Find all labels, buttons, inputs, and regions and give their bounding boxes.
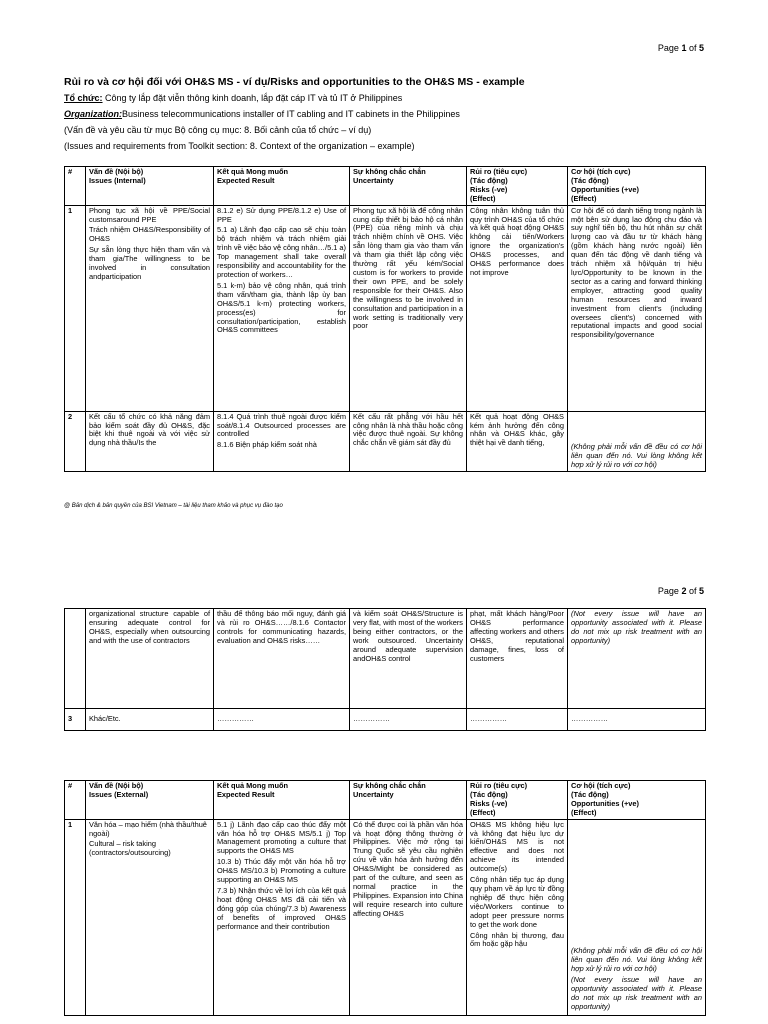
issue-cell: Khác/Etc.	[86, 709, 214, 731]
issue-cell: Văn hóa – mạo hiểm (nhà thầu/thuê ngoài) Cultural – risk taking (contractors/outsourcing)	[86, 819, 214, 1015]
col-result-header: Kết quả Mong muốn Expected Result	[214, 167, 350, 206]
col-result-header: Kết quả Mong muốn Expected Result	[214, 781, 350, 820]
col-number-header: #	[65, 167, 86, 206]
uncertainty-cell: Có thể được coi là phần văn hóa và hoạt động thông thường ở Philippines. Việc mở rộng tại Trung Quốc sẽ yêu cầu nghiên cứu về văn hóa ảnh hưởng đến OH&S/Might be considered as part of the culture, and seen as normal practice in the Philippines. Expansion into China will require research into culture affecting OH&S	[350, 819, 467, 1015]
col-issues-header: Vấn đề (Nội bộ) Issues (External)	[86, 781, 214, 820]
opportunity-cell: (Not every issue will have an opportunity associated with it. Please do not mix up risk treatment with an opportunity)	[568, 609, 706, 709]
row-number: 3	[65, 709, 86, 731]
row-number: 1	[65, 819, 86, 1015]
risk-cell: ……………	[467, 709, 568, 731]
table-row	[65, 609, 706, 709]
page-label: Page	[657, 43, 682, 53]
col-opportunities-header: Cơ hội (tích cực) (Tác động) Opportunities (+ve) (Effect)	[568, 167, 706, 206]
col-number-header: #	[65, 781, 86, 820]
col-uncertainty-header: Sự không chắc chắn Uncertainty	[350, 781, 467, 820]
note-en: (Issues and requirements from Toolkit section: 8. Context of the organization – example)	[64, 141, 415, 151]
page-total: 5	[698, 43, 704, 53]
page-current: 1	[681, 43, 687, 53]
issue-cell: organizational structure capable of ensuring adequate control for OH&S, especially when outsourcing and with the use of contractors	[86, 609, 214, 709]
table-row	[65, 205, 706, 411]
page-number	[658, 586, 704, 596]
row-number: 1	[65, 205, 86, 411]
document-header	[64, 76, 704, 156]
col-risks-header: Rủi ro (tiêu cực) (Tác động) Risks (-ve) (Effect)	[467, 167, 568, 206]
table-header-row	[65, 781, 706, 820]
page-number	[658, 43, 704, 53]
page-label: Page	[657, 586, 682, 596]
table-header-row	[65, 167, 706, 206]
external-issues-table	[64, 780, 706, 1016]
copyright-footer: @ Bản dịch & bản quyền của BSI Vietnam – tài liệu tham khảo và phục vụ đào tạo	[64, 503, 283, 509]
result-cell: 8.1.4 Quá trình thuê ngoài được kiểm soát/8.1.4 Outsourced processes are controlled 8.1.6 Biện pháp kiểm soát nhà	[214, 411, 350, 471]
risk-cell: OH&S MS không hiệu lực và không đạt hiệu lực dự kiến/OH&S MS is not effective and does not achieve its intended outcome(s) Công nhân tiếp tục áp dụng quy phạm về áp lực từ đồng nghiệp để thực hiện công việc/Workers continue to adopt peer pressure norms to get the work done Công nhân bị thương, đau ốm hoặc gặp hậu	[467, 819, 568, 1015]
table-row	[65, 411, 706, 471]
col-issues-header: Vấn đề (Nội bộ) Issues (Internal)	[86, 167, 214, 206]
uncertainty-cell: Phong tục xã hội là để công nhân cung cấp thiết bị bảo hộ cá nhân (PPE) của riêng mình và chịu trách nhiệm chính về OHS. Việc sẵn lòng tham gia vào tham vấn và tham gia thiết lập công việc thường rất yếu kém/Social custom is for workers to provide their own PPE, and be solely responsible for their OH&S. Also the willingness to be involved in consultation and participation in a work setting is traditionally very poor	[350, 205, 467, 411]
result-cell: 5.1 j) Lãnh đạo cấp cao thúc đẩy một văn hóa hỗ trợ OH&S MS/5.1 j) Top Management promoting a culture that supports the OH&S MS 10.3 b) Thúc đẩy một văn hóa hỗ trợ OH&S MS/10.3 b) Promoting a culture supporting an OH&S MS 7.3 b) Nhận thức về lợi ích của kết quả hoạt động OH&S MS đã cải tiến và đóng góp của chúng/7.3 b) Awareness of benefits of improved OH&S performance and their contribution	[214, 819, 350, 1015]
uncertainty-cell: Kết cấu rất phẳng với hầu hết công nhân là nhà thầu hoặc công việc được thuê ngoài. Sự không chắc chắn về giám sát đầy đủ	[350, 411, 467, 471]
risk-cell: Kết quả hoạt động OH&S kém ảnh hưởng đến công nhân và OH&S khác, gây thiệt hại về danh tiếng,	[467, 411, 568, 471]
row-number: 2	[65, 411, 86, 471]
col-opportunities-header: Cơ hội (tích cực) (Tác động) Opportunities (+ve) (Effect)	[568, 781, 706, 820]
page-of-label: of	[686, 586, 699, 596]
note-vi: (Vấn đề và yêu cầu từ mục Bộ công cụ mục: 8. Bối cảnh của tổ chức – ví dụ)	[64, 125, 372, 135]
table-row	[65, 709, 706, 731]
result-cell: thầu để thông báo mối nguy, đánh giá và rủi ro OH&S……/8.1.6 Contactor controls for communicating hazards, evaluation and OH&S risks……	[214, 609, 350, 709]
uncertainty-cell: ……………	[350, 709, 467, 731]
document-title: Rủi ro và cơ hội đối với OH&S MS - ví dụ/Risks and opportunities to the OH&S MS - example	[64, 76, 525, 88]
table-row	[65, 819, 706, 1015]
col-risks-header: Rủi ro (tiêu cực) (Tác động) Risks (-ve) (Effect)	[467, 781, 568, 820]
result-cell: ……………	[214, 709, 350, 731]
col-uncertainty-header: Sự không chắc chắn Uncertainty	[350, 167, 467, 206]
opportunity-cell: Cơ hội để có danh tiếng trong ngành là một bên sử dụng lao động chu đáo và suy nghĩ tiến bộ, thu hút nhân sự chất lượng cao và đầu tư từ khách hàng (gồm khách hàng nước ngoài) liên quan đến tác động về danh tiếng và trách nhiệm xã hội/quản trị hiệu lực/Opportunity to be known in the sector as a caring and forward thinking employer, attracting good quality human resources and inward investment from client's (including oversees client's) concerned with reputational impacts and good social responsibility/governance	[568, 205, 706, 411]
issue-cell: Kết cấu tổ chức có khả năng đảm bảo kiểm soát đầy đủ OH&S, đặc biệt khi thuê ngoài và với việc sử dụng nhà thầu/Is the	[86, 411, 214, 471]
opportunity-cell: ……………	[568, 709, 706, 731]
page-total: 5	[698, 586, 704, 596]
result-cell: 8.1.2 e) Sử dụng PPE/8.1.2 e) Use of PPE 5.1 a) Lãnh đạo cấp cao sẽ chịu toàn bộ trách nhiệm và trách nhiệm giải trình về việc bảo vệ công nhân…/5.1 a) Top management shall take overall responsibility and accountability for the protection of workers… 5.1 k-m) bảo vệ công nhân, quá trình tham vấn/tham gia, thành lập ủy ban OH&S/5.1 k-m) protecting workers, process(es) for consultation/participation, establish OH&S committees	[214, 205, 350, 411]
organization-vi: Tổ chức: Công ty lắp đặt viễn thông kinh doanh, lắp đặt cáp IT và tủ IT ở Philippines	[64, 93, 403, 103]
row-number	[65, 609, 86, 709]
page-of-label: of	[686, 43, 699, 53]
risk-cell: phạt, mất khách hàng/Poor OH&S performance affecting workers and others OH&S, reputational damage, fines, loss of customers	[467, 609, 568, 709]
opportunity-cell: (Không phải mỗi vấn đề đều có cơ hội liên quan đến nó. Vui lòng không kết hợp xử lý rủi ro với cơ hội) (Not every issue will have an opportunity associated with it. Please do not mix up risk treatment with an opportunity)	[568, 819, 706, 1015]
uncertainty-cell: và kiểm soát OH&S/Structure is very flat, with most of the workers being either contractors, or the work outsourced. Uncertainty around adequate supervision andOH&S control	[350, 609, 467, 709]
opportunity-cell: (Không phải mỗi vấn đề đều có cơ hội liên quan đến nó. Vui lòng không kết hợp xử lý rủi ro với cơ hội)	[568, 411, 706, 471]
issue-cell: Phong tục xã hội về PPE/Social customsaround PPE Trách nhiệm OH&S/Responsibility of OH&S Sự sẵn lòng thực hiện tham vấn và tham gia/The willingness to be involved in consultation andparticipation	[86, 205, 214, 411]
risk-cell: Công nhân không tuân thủ quy trình OH&S của tổ chức và kết quả hoạt động OH&S không cải tiến/Workers ignore the organization's OH&S processes, and OH&S performance does not improve	[467, 205, 568, 411]
organization-en: Organization:Business telecommunications installer of IT cabling and IT cabinets in the Philippines	[64, 109, 460, 119]
page-current: 2	[681, 586, 687, 596]
internal-issues-table-continued	[64, 608, 706, 731]
internal-issues-table	[64, 166, 706, 472]
